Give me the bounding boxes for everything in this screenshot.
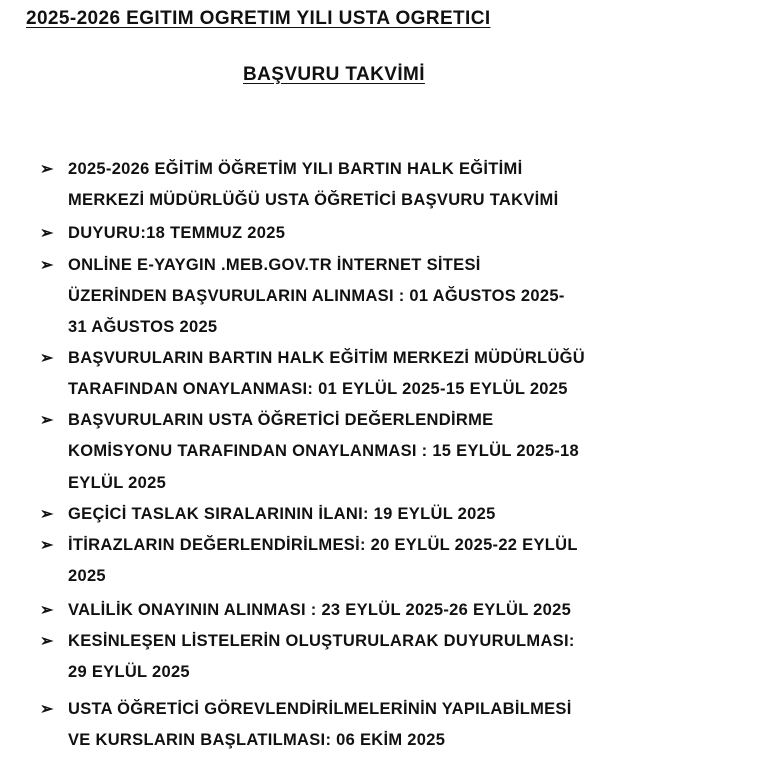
schedule-item-line: 29 EYLÜL 2025 [68,663,190,681]
schedule-item-line: BAŞVURULARIN USTA ÖĞRETİCİ DEĞERLENDİRME [68,411,494,429]
schedule-item-line: ONLİNE E-YAYGIN .MEB.GOV.TR İNTERNET SİTESİ [68,256,481,274]
document-title-line-2: BAŞVURU TAKVİMİ [243,64,425,85]
schedule-item-line: KESİNLEŞEN LİSTELERİN OLUŞTURULARAK DUYURULMASI: [68,632,575,650]
schedule-item-line: GEÇİCİ TASLAK SIRALARININ İLANI: 19 EYLÜL 2025 [68,505,496,523]
schedule-item-line: KOMİSYONU TARAFINDAN ONAYLANMASI : 15 EYLÜL 2025-18 [68,442,579,460]
bullet-arrow-icon: ➢ [40,350,54,367]
schedule-item-line: VE KURSLARIN BAŞLATILMASI: 06 EKİM 2025 [68,731,446,749]
bullet-arrow-icon: ➢ [40,537,54,554]
document-title-line-1: 2025-2026 EGITIM OGRETIM YILI USTA OGRETICI [26,8,491,29]
bullet-arrow-icon: ➢ [40,633,54,650]
schedule-item-line: EYLÜL 2025 [68,474,167,492]
schedule-item-line: VALİLİK ONAYININ ALINMASI : 23 EYLÜL 2025-26 EYLÜL 2025 [68,601,572,619]
schedule-item-line: USTA ÖĞRETİCİ GÖREVLENDİRİLMELERİNİN YAPILABİLMESİ [68,700,572,718]
bullet-arrow-icon: ➢ [40,225,54,242]
bullet-arrow-icon: ➢ [40,257,54,274]
schedule-item-line: BAŞVURULARIN BARTIN HALK EĞİTİM MERKEZİ MÜDÜRLÜĞÜ [68,349,586,367]
bullet-arrow-icon: ➢ [40,701,54,718]
bullet-arrow-icon: ➢ [40,412,54,429]
bullet-arrow-icon: ➢ [40,161,54,178]
schedule-item-line: DUYURU:18 TEMMUZ 2025 [68,224,286,242]
bullet-arrow-icon: ➢ [40,506,54,523]
schedule-item-line: İTİRAZLARIN DEĞERLENDİRİLMESİ: 20 EYLÜL 2025-22 EYLÜL [68,536,578,554]
schedule-item-line: 2025-2026 EĞİTİM ÖĞRETİM YILI BARTIN HALK EĞİTİMİ [68,160,523,178]
schedule-item-line: 31 AĞUSTOS 2025 [68,318,218,336]
bullet-arrow-icon: ➢ [40,602,54,619]
schedule-item-line: MERKEZİ MÜDÜRLÜĞÜ USTA ÖĞRETİCİ BAŞVURU TAKVİMİ [68,191,559,209]
schedule-item-line: ÜZERİNDEN BAŞVURULARIN ALINMASI : 01 AĞUSTOS 2025- [68,287,565,305]
schedule-item-line: TARAFINDAN ONAYLANMASI: 01 EYLÜL 2025-15 EYLÜL 2025 [68,380,568,398]
schedule-item-line: 2025 [68,567,106,585]
